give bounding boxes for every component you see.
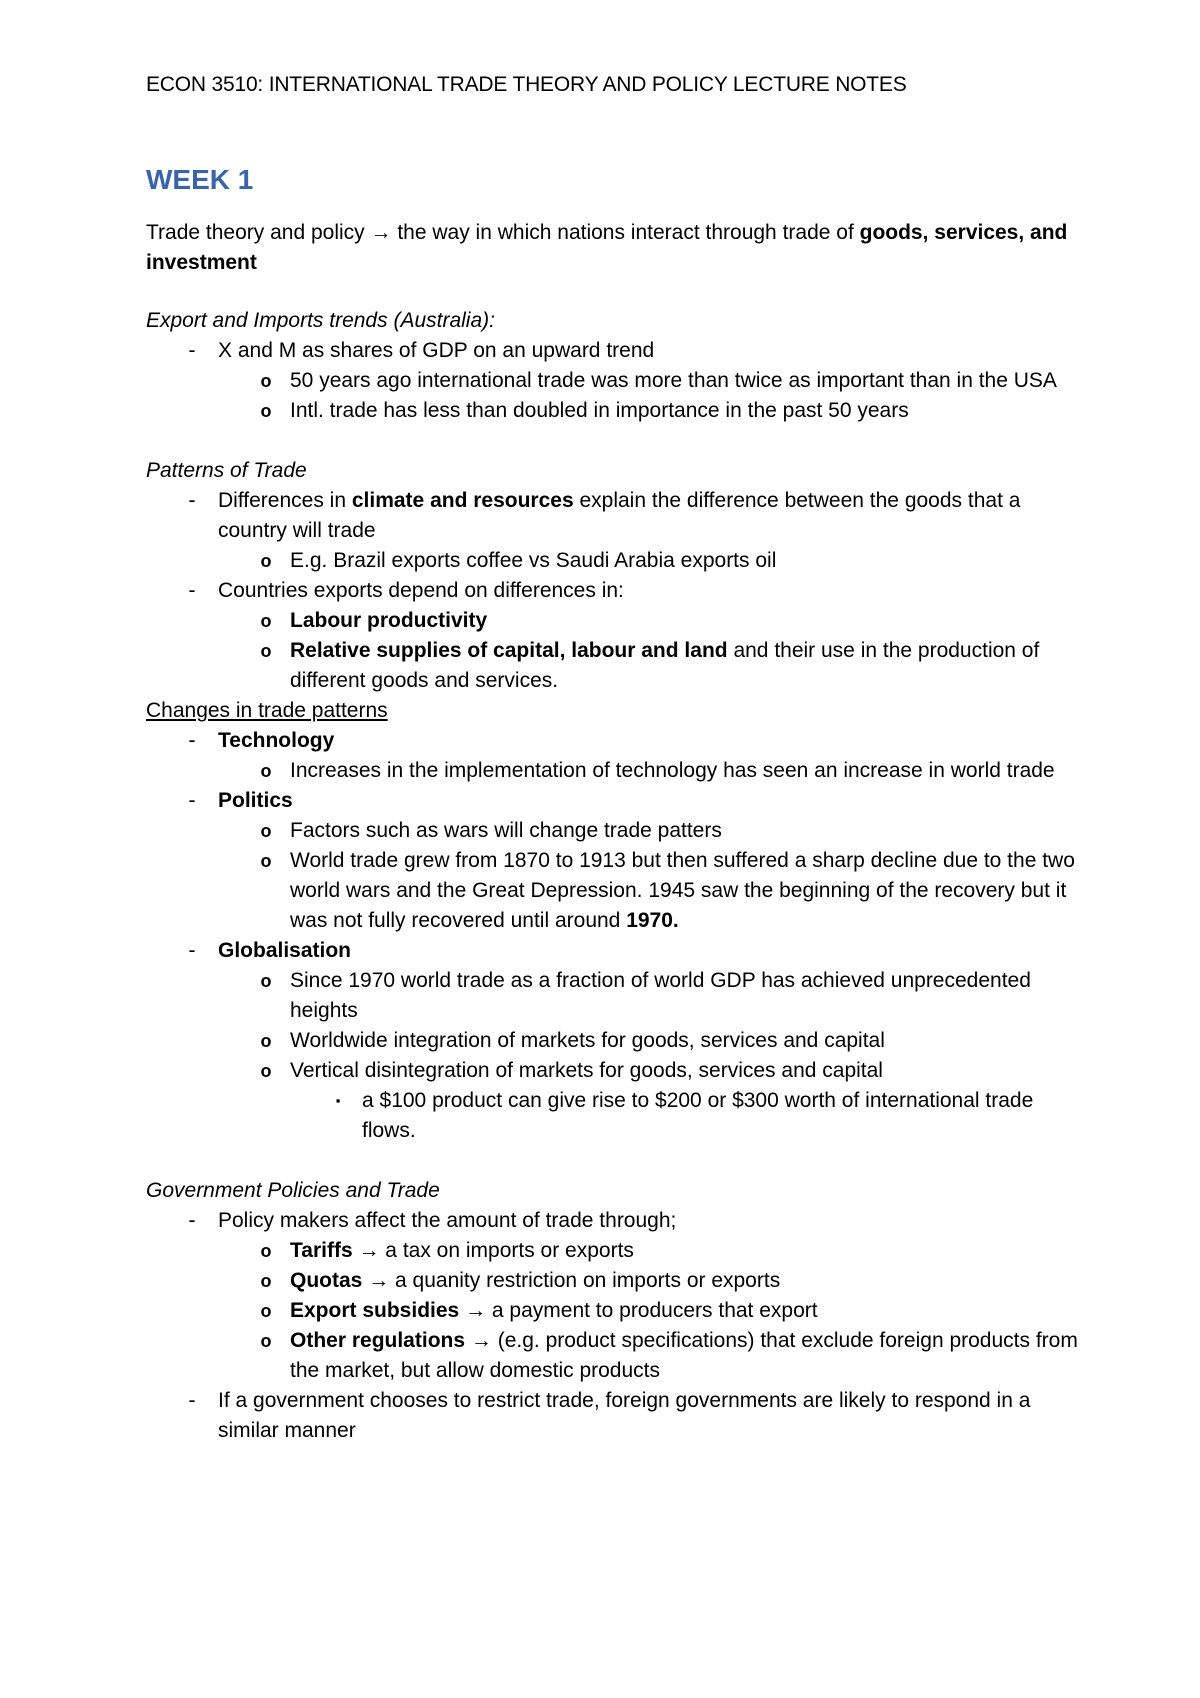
sub-item-bold: 1970. [626, 909, 679, 932]
sub-item-text: E.g. Brazil exports coffee vs Saudi Arabia exports oil [290, 549, 777, 572]
sub-list-item [218, 366, 1086, 396]
list-item-text: If a government chooses to restrict trade, foreign governments are likely to respond in a similar manner [218, 1389, 1031, 1442]
sub-item-text: 50 years ago international trade was more than twice as important than in the USA [290, 369, 1057, 392]
document-header: ECON 3510: INTERNATIONAL TRADE THEORY AND POLICY LECTURE NOTES [146, 73, 907, 96]
circle-bullet-icon: o [260, 641, 272, 661]
sub-list [218, 546, 1086, 576]
list-item [146, 336, 1086, 426]
document-page [146, 70, 1086, 1446]
square-bullet-icon: ▪ [335, 1093, 341, 1108]
sub-list [218, 1236, 1086, 1386]
circle-bullet-icon: o [260, 1241, 272, 1261]
sub-list-item [218, 756, 1086, 786]
sub-list-item [218, 1296, 1086, 1326]
sub-sub-list [290, 1086, 1086, 1146]
sub-list-item [218, 546, 1086, 576]
dash-bullet: - [188, 339, 196, 362]
arrow-icon: → [465, 1299, 487, 1322]
circle-bullet-icon: o [260, 851, 272, 871]
list-item-text: Policy makers affect the amount of trade through; [218, 1209, 677, 1232]
sub-item-bold: Relative supplies of capital, labour and land [290, 639, 728, 662]
list-item-text: X and M as shares of GDP on an upward trend [218, 339, 655, 362]
section-title-export-imports: Export and Imports trends (Australia): [146, 309, 495, 332]
section-title-changes: Changes in trade patterns [146, 699, 388, 722]
sub-item-text: (e.g. product specifications) that exclude foreign products from the market, but allow domestic products [290, 1329, 1078, 1382]
circle-bullet-icon: o [260, 821, 272, 841]
sub-item-text: Intl. trade has less than doubled in importance in the past 50 years [290, 399, 909, 422]
list-item-bold: Globalisation [218, 939, 352, 962]
sub-list-item [218, 606, 1086, 636]
dash-bullet: - [188, 789, 196, 812]
sub-list-item [218, 1056, 1086, 1146]
dash-bullet: - [188, 489, 196, 512]
export-imports-list [146, 336, 1086, 426]
sub-list [218, 756, 1086, 786]
list-item [146, 936, 1086, 1146]
sub-item-text: and their use in the production of different goods and services. [290, 639, 1040, 692]
list-item-bold: climate and resources [351, 489, 574, 512]
sub-list [218, 816, 1086, 936]
circle-bullet-icon: o [260, 1061, 272, 1081]
sub-item-text: Since 1970 world trade as a fraction of world GDP has achieved unprecedented heights [290, 969, 1031, 1022]
list-item [146, 1206, 1086, 1386]
intro-text-bold: goods, services, and investment [146, 221, 1068, 274]
sub-item-text: a payment to producers that export [486, 1299, 818, 1322]
sub-list-item [218, 816, 1086, 846]
policies-list [146, 1206, 1086, 1446]
arrow-icon: → [370, 221, 392, 244]
list-item [146, 486, 1086, 576]
arrow-icon: → [470, 1329, 492, 1352]
circle-bullet-icon: o [260, 761, 272, 781]
sub-item-bold: Tariffs [290, 1239, 353, 1262]
sub-item-bold: Labour productivity [290, 609, 488, 632]
circle-bullet-icon: o [260, 1031, 272, 1051]
arrow-icon: → [368, 1269, 390, 1292]
sub-item-text: a tax on imports or exports [379, 1239, 634, 1262]
sub-item-bold: Export subsidies [290, 1299, 460, 1322]
list-item [146, 1386, 1086, 1446]
dash-bullet: - [188, 1389, 196, 1412]
sub-sub-item-text: a $100 product can give rise to $200 or $300 worth of international trade flows. [362, 1089, 1034, 1142]
circle-bullet-icon: o [260, 971, 272, 991]
patterns-list [146, 486, 1086, 696]
sub-list [218, 366, 1086, 426]
list-item [146, 786, 1086, 936]
sub-item-text: Increases in the implementation of technology has seen an increase in world trade [290, 759, 1055, 782]
sub-sub-list-item [290, 1086, 1086, 1146]
circle-bullet-icon: o [260, 371, 272, 391]
list-item [146, 576, 1086, 696]
sub-list-item [218, 1326, 1086, 1386]
list-item-text: Differences in [218, 489, 352, 512]
circle-bullet-icon: o [260, 1331, 272, 1351]
circle-bullet-icon: o [260, 1301, 272, 1321]
sub-item-text: World trade grew from 1870 to 1913 but then suffered a sharp decline due to the two world wars and the Great Depression. 1945 saw the beginning of the recovery but it was not fully recovered until around [290, 849, 1075, 932]
list-item [146, 726, 1086, 786]
sub-list-item [218, 1026, 1086, 1056]
intro-paragraph [146, 218, 1086, 278]
list-item-bold: Technology [218, 729, 335, 752]
sub-list-item [218, 396, 1086, 426]
sub-list [218, 966, 1086, 1146]
list-item-bold: Politics [218, 789, 293, 812]
sub-list-item [218, 1236, 1086, 1266]
intro-text-a: Trade theory and policy [146, 221, 371, 244]
arrow-icon: → [358, 1239, 380, 1262]
changes-list [146, 726, 1086, 1146]
circle-bullet-icon: o [260, 401, 272, 421]
list-item-text: Countries exports depend on differences in: [218, 579, 624, 602]
sub-item-bold: Other regulations [290, 1329, 466, 1352]
circle-bullet-icon: o [260, 551, 272, 571]
sub-item-text: Worldwide integration of markets for goods, services and capital [290, 1029, 885, 1052]
sub-list-item [218, 1266, 1086, 1296]
sub-item-text: Vertical disintegration of markets for goods, services and capital [290, 1059, 883, 1082]
circle-bullet-icon: o [260, 611, 272, 631]
sub-list-item [218, 966, 1086, 1026]
section-title-government-policies: Government Policies and Trade [146, 1179, 440, 1202]
sub-item-text: a quanity restriction on imports or exports [389, 1269, 781, 1292]
list-item-text: explain the difference between the goods that a country will trade [218, 489, 1021, 542]
circle-bullet-icon: o [260, 1271, 272, 1291]
dash-bullet: - [188, 939, 196, 962]
sub-item-text: Factors such as wars will change trade patters [290, 819, 722, 842]
sub-list-item [218, 636, 1086, 696]
dash-bullet: - [188, 729, 196, 752]
section-title-patterns: Patterns of Trade [146, 459, 307, 482]
week-heading: WEEK 1 [146, 164, 254, 195]
sub-list [218, 606, 1086, 696]
sub-item-bold: Quotas [290, 1269, 363, 1292]
dash-bullet: - [188, 579, 196, 602]
intro-text-b: the way in which nations interact through trade of [391, 221, 860, 244]
dash-bullet: - [188, 1209, 196, 1232]
sub-list-item [218, 846, 1086, 936]
